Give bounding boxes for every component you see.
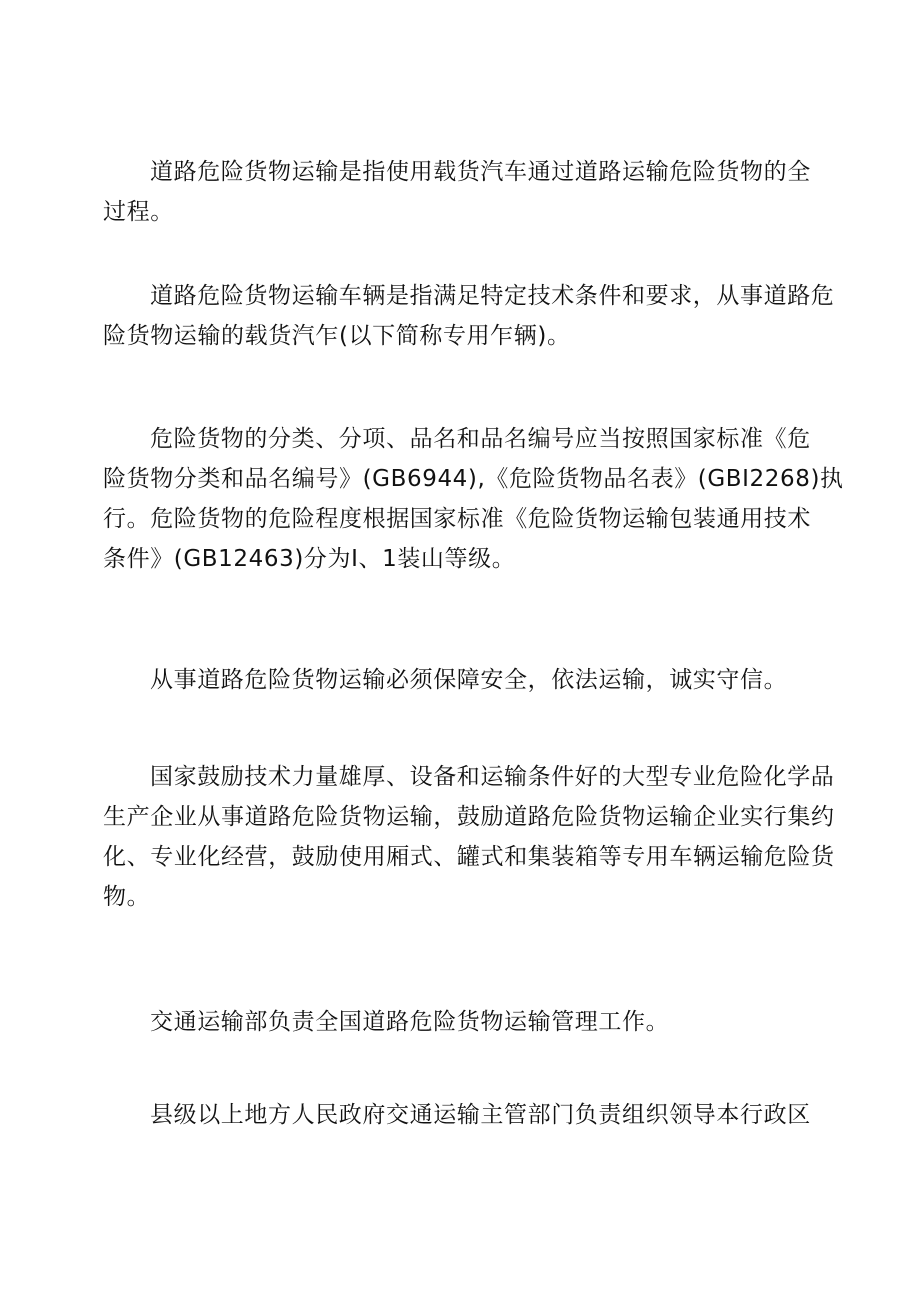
paragraph-line: 险货物运输的载货汽乍(以下简称专用乍辆)。 [103, 323, 571, 349]
paragraph-local-responsibility [103, 1095, 823, 1135]
paragraph-classification [103, 419, 844, 579]
paragraph-line: 道路危险货物运输车辆是指满足特定技术条件和要求，从事道路危 [150, 283, 835, 309]
paragraph-line: 险货物分类和品名编号》(GB6944),《危险货物品名表》(GBI2268)执 [103, 466, 844, 492]
paragraph-line: 道路危险货物运输是指使用载货汽车通过道路运输危险货物的全 [150, 159, 811, 185]
paragraph-encouragement [103, 757, 835, 917]
paragraph-line: 行。危险货物的危险程度根据国家标准《危险货物运输包装通用技术 [103, 506, 811, 532]
paragraph-line: 化、专业化经营，鼓励使用厢式、罐式和集装箱等专用车辆运输危险货 [103, 844, 835, 870]
paragraph-definition-transport [103, 152, 823, 232]
paragraph-line: 危险货物的分类、分项、品名和品名编号应当按照国家标准《危 [150, 426, 811, 452]
paragraph-line: 生产企业从事道路危险货物运输，鼓励道路危险货物运输企业实行集约 [103, 804, 835, 830]
paragraph-line: 条件》(GB12463)分为I、1装山等级。 [103, 546, 516, 572]
paragraph-line: 从事道路危险货物运输必须保障安全，依法运输，诚实守信。 [150, 667, 788, 693]
paragraph-safety-principle [103, 660, 823, 700]
paragraph-line: 过程。 [103, 199, 174, 225]
paragraph-definition-vehicle [103, 276, 835, 356]
paragraph-line: 交通运输部负责全国道路危险货物运输管理工作。 [150, 1009, 670, 1035]
paragraph-line: 国家鼓励技术力量雄厚、设备和运输条件好的大型专业危险化学品 [150, 764, 835, 790]
paragraph-ministry-responsibility [103, 1002, 823, 1042]
paragraph-line: 物。 [103, 884, 151, 910]
paragraph-line: 县级以上地方人民政府交通运输主管部门负责组织领导本行政区 [150, 1102, 811, 1128]
